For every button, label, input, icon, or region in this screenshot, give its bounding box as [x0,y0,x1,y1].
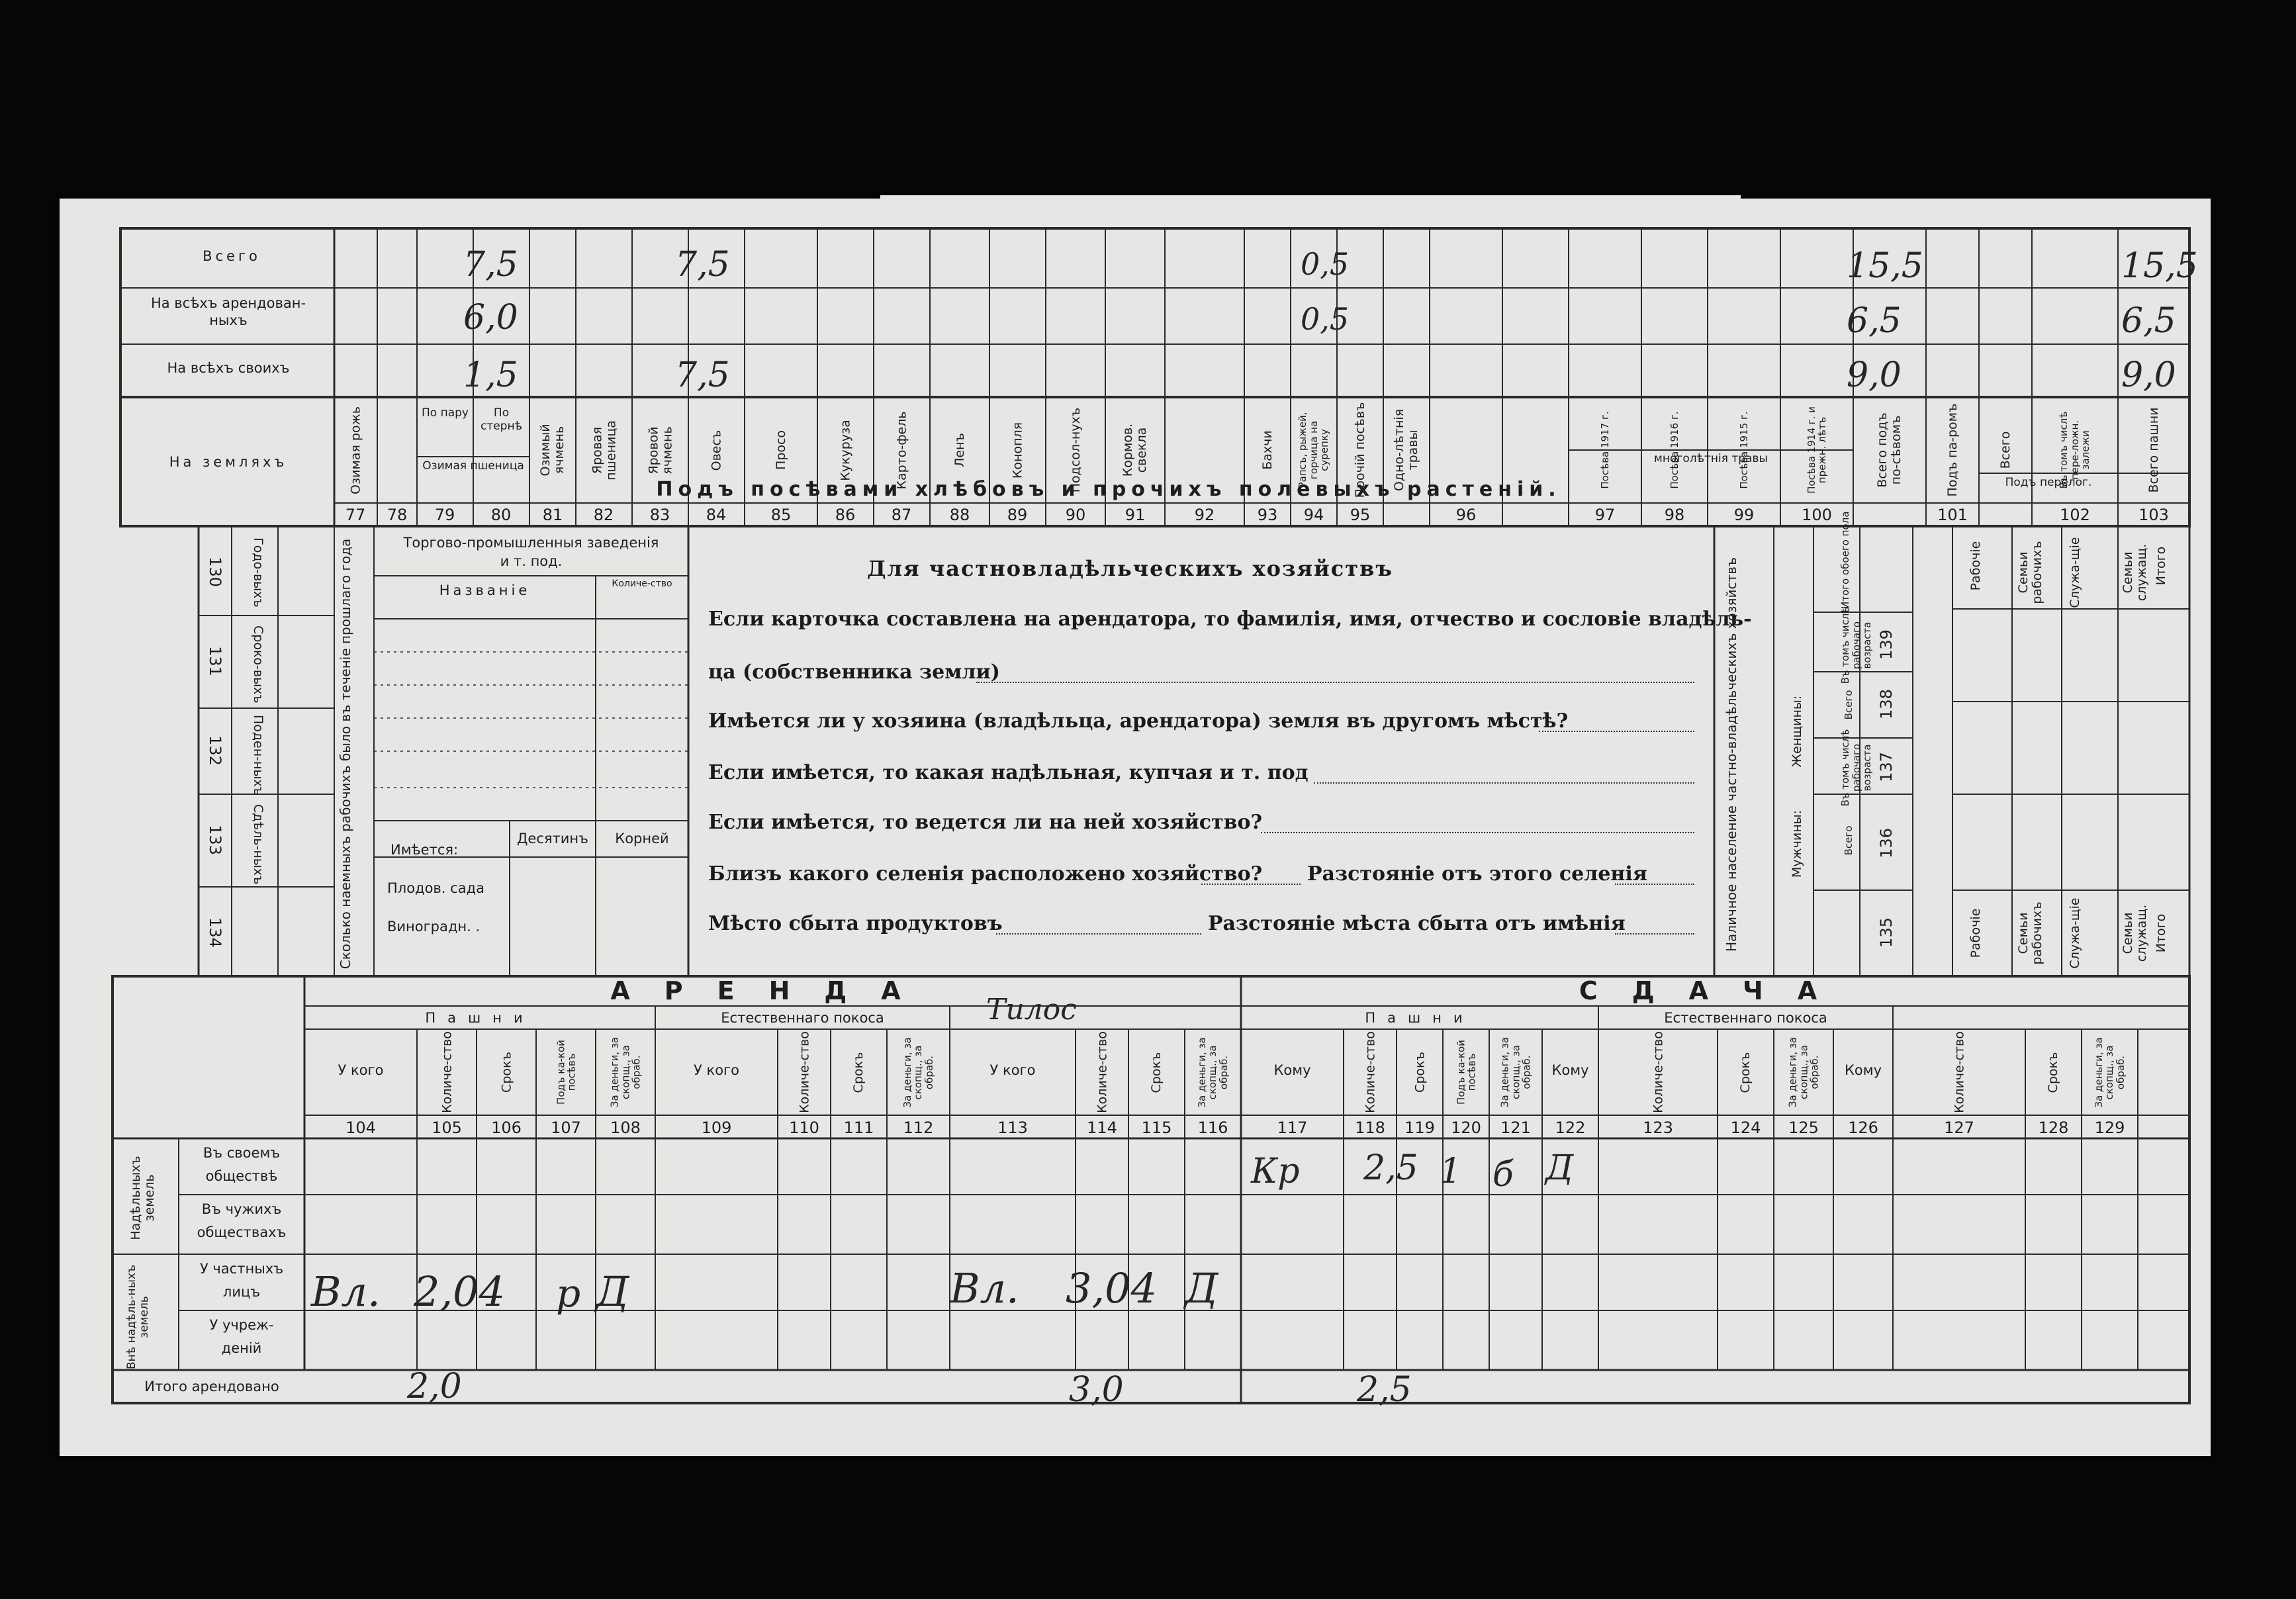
num-137: 137 [1877,752,1896,782]
col-number-77: 77 [345,506,366,524]
num-135: 135 [1877,917,1896,948]
arenda-col-number-11: 114 [1087,1119,1117,1137]
sdacha-col-number-1: 117 [1277,1119,1308,1137]
hired-caption: Сколько наемныхъ рабочихъ было въ теченіе прошлаго года [338,538,353,970]
sdacha-col-number-4: 120 [1451,1119,1481,1137]
arenda-col-number-2: 105 [432,1119,462,1137]
col-header-raps: Рапсъ, рыжей, горчица на сурепку [1297,412,1331,488]
col-header-konoplya: Конопля [1010,422,1025,479]
arenda-col-header-9: За деньги, за скопщ., за обраб. [901,1036,935,1108]
trade-imeetsya: Имѣется: [390,842,459,858]
arenda-col-number-3: 106 [491,1119,522,1137]
arenda-col-header-8: Срокъ [851,1052,866,1093]
question-6a: Мѣсто сбыта продуктовъ [708,912,1003,935]
arenda-col-number-5: 108 [610,1119,641,1137]
private-farm-title: Для частновладѣльческихъ хозяйствъ [867,556,1393,581]
hw-svoih-yarovaya: 7,5 [675,355,730,395]
row-v-chuzhih-2: обществахъ [197,1224,287,1240]
pop-rabochie-bottom: Рабочіе [1968,908,1983,958]
sdacha-col-number-10: 126 [1848,1119,1878,1137]
col-number-100: 100 [1802,506,1832,524]
num-130: 130 [206,557,224,587]
col-header-posev-1916: Посѣва 1916 г. [1668,411,1680,489]
rowgroup-vne-nadelnyh: Внѣ надѣль-ныхъ земель [125,1265,151,1369]
hw-sdacha-srok: 1 [1440,1152,1462,1191]
col-number-82: 82 [593,506,614,524]
num-132: 132 [206,735,224,766]
col-header-po-sterne: По стернѣ [480,406,523,433]
row-u-chastnyh-2: лицъ [222,1284,261,1300]
pop-semi-sluzhashch-top: Семьи служащ. [2121,543,2149,602]
col-header-bahchi: Бахчи [1260,430,1275,470]
arenda-col-number-4: 107 [551,1119,581,1137]
arenda-col-header-1: У кого [338,1062,384,1078]
col-number-80: 80 [490,506,512,524]
col-number-81: 81 [542,506,563,524]
col-header-ozimy-yachmen: Озимый ячмень [538,424,567,477]
hw-vsego-ozimaya: 7,5 [463,245,518,285]
col-header-kormovaya-svekla: Кормов. свекла [1121,423,1149,477]
col-header-posev-1915: Посѣва 1915 г. [1737,411,1750,489]
arenda-col-number-8: 111 [843,1119,874,1137]
pod-posevami-banner: Подъ посѣвами хлѣбовъ и прочихъ полевыхъ растеній. [656,478,1561,501]
hw-arenda2-vladelec: Вл. [950,1264,1019,1312]
col-number-92: 92 [1194,506,1215,524]
col-number-91: 91 [1125,506,1146,524]
row-itogo-arendovano: Итого арендовано [144,1379,279,1394]
sdacha-col-number-2: 118 [1355,1119,1385,1137]
hw-arend-total: 6,5 [1847,301,1902,341]
col-header-kartofel: Карто-фель [894,410,909,490]
hw-sdacha-komu: Кр [1251,1152,1300,1191]
answer-line-1[interactable] [976,682,1694,683]
col-number-88: 88 [949,506,970,524]
hired-podennyh: Поден-ныхъ [251,715,265,796]
row-u-chastnyh-1: У частныхъ [199,1261,284,1277]
trade-desyatin: Десятинъ [517,831,588,846]
arenda-col-number-1: 104 [345,1119,376,1137]
col-number-97: 97 [1594,506,1616,524]
col-header-ozimaya-rozh: Озимая рожь [348,406,363,494]
subheader-mnogoletnie: многолѣтнія травы [1654,452,1768,465]
col-number-78: 78 [387,506,408,524]
answer-line-2[interactable] [1539,731,1694,732]
col-header-vsego-pod-posevom: Всего подъ по-сѣвомъ [1875,412,1904,488]
sdacha-est-pokosa: Естественнаго покоса [1664,1010,1827,1026]
row-label-vsego: Всего [203,248,261,264]
row-label-svoih: На всѣхъ своихъ [167,360,290,376]
answer-line-6b[interactable] [1615,933,1694,935]
col-header-v-tom-chisle: Въ томъ числѣ пере-ложн. залежи [2058,411,2092,489]
arenda-col-number-10: 113 [997,1119,1028,1137]
sdacha-col-header-4: Подъ ка-кой посѣвъ [1454,1040,1477,1105]
hw-svoih-pashni: 9,0 [2121,355,2176,395]
sdacha-col-header-11: Количе-ство [1951,1031,1966,1113]
hw-sdacha-pay: Д [1545,1148,1574,1188]
sdacha-title: СДАЧА [1579,976,1852,1005]
sdacha-col-number-9: 125 [1788,1119,1819,1137]
hw-arenda-itogo: 2,0 [407,1367,462,1406]
subheader-pod-perelogom: Подъ перелог. [2005,476,2092,489]
trade-title-1: Торгово-промышленныя заведенія [403,535,659,551]
question-5b: Разстояніе отъ этого селенія [1307,862,1647,886]
sdacha-col-number-3: 119 [1404,1119,1435,1137]
col-number-89: 89 [1007,506,1028,524]
trade-nazvanie: Названіе [439,582,531,598]
col-number-93: 93 [1257,506,1278,524]
arenda-pashni: Пашни [425,1010,535,1026]
hw-svoih-total: 9,0 [1847,355,1902,395]
sdacha-col-header-2: Количе-ство [1362,1031,1377,1113]
col-header-posev-1917: Посѣва 1917 г. [1598,411,1611,489]
col-number-102: 102 [2060,506,2090,524]
sdacha-col-number-12: 128 [2038,1119,2069,1137]
sdacha-col-number-8: 124 [1730,1119,1761,1137]
arenda-col-number-6: 109 [701,1119,732,1137]
hw-vsego-pashni: 15,5 [2121,246,2198,286]
arenda-est-pokosa: Естественнаго покоса [721,1010,884,1026]
trade-kolichestvo: Количе-ство [612,578,672,589]
question-4: Если имѣется, то ведется ли на ней хозяйство? [708,811,1263,834]
sdacha-col-header-12: Срокъ [2046,1052,2061,1093]
col-number-87: 87 [891,506,912,524]
col-number-90: 90 [1065,506,1086,524]
sdacha-col-number-7: 123 [1643,1119,1673,1137]
population-itogo: Итого обоего пола [1839,511,1851,609]
col-number-99: 99 [1733,506,1755,524]
question-1b: ца (собственника земли) [708,661,1000,684]
col-number-85: 85 [770,506,792,524]
arenda-col-number-13: 116 [1197,1119,1228,1137]
answer-line-5a[interactable] [1201,884,1301,885]
arenda-col-header-3: Срокъ [498,1052,514,1093]
col-number-96: 96 [1455,506,1477,524]
col-number-101: 101 [1937,506,1968,524]
population-zh-v-tom: Въ томъ числѣ рабочаго возраста [1839,606,1873,684]
sdacha-col-header-5: За деньги, за скопщ., за обраб. [1498,1036,1533,1108]
hw-vsego-total: 15,5 [1847,246,1923,286]
population-caption: Наличное население частно-владѣльческихъ хозяйствъ [1723,557,1739,952]
pop-itogo-bottom: Итого [2154,913,2168,953]
sdacha-col-number-13: 129 [2094,1119,2125,1137]
question-3: Если имѣется, то какая надѣльная, купчая и т. под [708,761,1309,784]
arenda-col-header-6: У кого [694,1062,739,1078]
pop-semi-rabochih-bottom: Семьи рабочихъ [2016,901,2044,965]
population-m-vsego: Всего [1843,825,1855,856]
col-header-oves: Овесъ [709,430,724,471]
hw-arenda2-itogo: 3,0 [1069,1370,1124,1410]
col-number-86: 86 [835,506,856,524]
num-133: 133 [206,825,224,855]
arenda-col-header-12: Срокъ [1149,1052,1164,1093]
col-header-vsego-pashni: Всего пашни [2146,407,2161,493]
arenda-col-number-9: 112 [903,1119,934,1137]
hw-arend-bahchi: 0,5 [1301,301,1350,337]
hw-arenda-qty: 2,04 [414,1267,506,1316]
pop-semi-rabochih-top: Семьи рабочихъ [2016,541,2044,604]
col-header-vsego: Всего [1998,431,2013,469]
col-header-posev-1914: Посѣва 1914 г. и прежн. лѣтъ [1805,406,1828,494]
hw-arend-ozimaya: 6,0 [463,298,518,338]
population-zh-vsego: Всего [1843,690,1855,720]
sdacha-col-header-1: Кому [1273,1062,1311,1078]
row-label-arend-1: На всѣхъ арендован- [150,295,306,311]
hw-tilde-note: Тилос [986,993,1077,1027]
num-138: 138 [1877,689,1896,719]
trade-plodov-sada: Плодов. сада [387,880,484,896]
question-1a: Если карточка составлена на арендатора, то фамилія, имя, отчество и сословіе владѣль- [708,608,1752,631]
answer-line-4[interactable] [1261,832,1694,833]
col-header-prochiy-posev: Прочій посѣвъ [1352,402,1367,498]
pop-rabochie-top: Рабочіе [1968,541,1983,591]
answer-line-5b[interactable] [1615,884,1694,885]
arenda-title: АРЕНДА [610,976,935,1005]
pop-semi-sluzhashch-bottom: Семьи служащ. [2121,904,2149,962]
arenda-col-header-4: Подъ ка-кой посѣвъ [554,1040,577,1105]
col-number-84: 84 [706,506,727,524]
col-header-proso: Просо [773,430,788,471]
arenda-col-header-13: За деньги, за скопщ., за обраб. [1195,1036,1230,1108]
row-label-arend-2: ныхъ [209,312,248,328]
col-header-len: Ленъ [952,433,967,467]
hw-sdacha-itogo: 2,5 [1357,1370,1412,1410]
num-139: 139 [1877,629,1896,660]
col-number-103: 103 [2138,506,2169,524]
hired-srochnyh: Сроко-выхъ [251,625,265,704]
hw-arenda2-pay: Д [1185,1264,1218,1312]
hw-sdacha-posev: б [1492,1155,1514,1195]
hw-vsego-bahchi: 0,5 [1301,246,1350,282]
col-number-83: 83 [649,506,670,524]
sdacha-col-header-7: Количе-ство [1650,1031,1665,1113]
col-number-79: 79 [434,506,455,524]
row-v-svoem-1: Въ своемъ [203,1145,281,1161]
row-u-uchrezh-1: У учреж- [209,1317,274,1333]
col-header-po-paru: По пару [422,406,469,420]
trade-korney: Корней [615,831,669,846]
col-header-kukuruza: Кукуруза [838,419,853,481]
sdacha-col-number-6: 122 [1555,1119,1586,1137]
sdacha-col-header-6: Кому [1551,1062,1589,1078]
row-v-svoem-2: обществѣ [205,1168,278,1184]
hw-vsego-yarovaya: 7,5 [675,245,730,285]
col-number-98: 98 [1664,506,1685,524]
sdacha-col-header-10: Кому [1844,1062,1882,1078]
sdacha-col-header-3: Срокъ [1412,1052,1427,1093]
pop-sluzhashchie-top: Служа-щіе [2068,537,2082,608]
col-header-pod-parom: Подъ па-ромъ [1945,403,1960,497]
sdacha-col-header-9: За деньги, за скопщ., за обраб. [1786,1036,1821,1108]
arenda-col-header-11: Количе-ство [1094,1031,1109,1113]
trade-title-2: и т. под. [500,553,563,569]
col-number-95: 95 [1350,506,1371,524]
num-134: 134 [206,917,224,948]
col-header-podsolnuh: Подсол-нухъ [1068,407,1083,493]
row-v-chuzhih-1: Въ чужихъ [201,1201,282,1217]
sdacha-pashni: Пашни [1365,1010,1475,1026]
sdacha-col-number-5: 121 [1500,1119,1531,1137]
question-2: Имѣется ли у хозяина (владѣльца, арендатора) земля въ другомъ мѣстѣ? [708,709,1569,733]
answer-line-3[interactable] [1314,782,1694,784]
row-u-uchrezh-2: деній [221,1340,262,1356]
arenda-col-number-7: 110 [789,1119,819,1137]
hw-arenda-vladelec: Вл. [311,1267,381,1316]
hired-godovyh: Годо-выхъ [251,537,265,608]
sdacha-col-number-11: 127 [1944,1119,1974,1137]
hw-svoih-ozimaya: 1,5 [463,355,518,395]
hired-sdelnyh: Сдѣль-ныхъ [251,804,265,885]
population-muzhchiny: Мужчины: [1790,809,1804,878]
col-header-yarovoy-yachmen: Яровой ячмень [645,426,674,475]
hw-arenda-srok: р [556,1271,581,1316]
arenda-col-header-2: Количе-ство [439,1031,454,1113]
pop-sluzhashchie-bottom: Служа-щіе [2068,897,2082,969]
population-m-v-tom: Въ томъ числѣ рабочаго возраста [1839,729,1873,807]
hw-arend-pashni: 6,5 [2121,301,2176,341]
col-header-odnoletnie-travy: Одно-лѣтнія травы [1392,408,1420,492]
arenda-col-header-5: За деньги, за скопщ., за обраб. [608,1036,643,1108]
num-136: 136 [1877,828,1896,858]
trade-vinogradn: Виноградн. . [387,919,481,935]
pop-itogo-top: Итого [2154,546,2168,586]
population-zhenshchiny: Женщины: [1790,695,1804,768]
num-131: 131 [206,646,224,676]
col-number-94: 94 [1303,506,1324,524]
hw-sdacha-qty: 2,5 [1363,1148,1418,1188]
question-6b: Разстояніе мѣста сбыта отъ имѣнія [1208,912,1626,935]
sdacha-col-header-13: За деньги, за скопщ., за обраб. [2092,1036,2127,1108]
sdacha-col-header-8: Срокъ [1738,1052,1753,1093]
arenda-col-number-12: 115 [1141,1119,1172,1137]
row-label-na-zemlyah: На земляхъ [169,454,288,470]
rowgroup-nadelnyh: Надѣльныхъ земель [128,1156,157,1240]
hw-arenda-pay: Д [596,1267,629,1316]
arenda-col-header-7: Количе-ство [796,1031,811,1113]
subheader-ozimaya-pshenica: Озимая пшеница [422,459,524,473]
hw-arenda2-qty: 3,04 [1066,1264,1158,1312]
answer-line-6a[interactable] [996,933,1201,935]
col-header-yarovaya-pshenica: Яровая пшеница [589,420,618,480]
question-5a: Близъ какого селенія расположено хозяйство? [708,862,1263,886]
arenda-col-header-10: У кого [989,1062,1036,1078]
